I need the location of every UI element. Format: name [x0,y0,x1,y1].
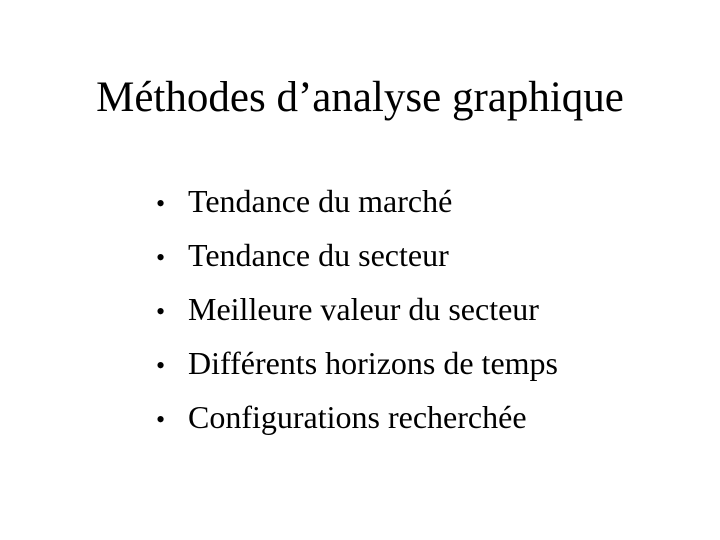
bullet-text: Meilleure valeur du secteur [188,291,539,327]
bullet-icon: • [156,243,166,272]
list-item [156,390,558,444]
bullet-text: Configurations recherchée [188,399,527,435]
bullet-icon: • [156,351,166,380]
list-item [156,228,558,282]
bullet-text: Différents horizons de temps [188,345,558,381]
bullet-text: Tendance du secteur [188,237,449,273]
bullet-list [156,174,558,444]
slide-title: Méthodes d’analyse graphique [96,74,624,121]
bullet-text: Tendance du marché [188,183,453,219]
list-item [156,174,558,228]
list-item [156,282,558,336]
bullet-icon: • [156,405,166,434]
list-item [156,336,558,390]
bullet-icon: • [156,297,166,326]
bullet-icon: • [156,189,166,218]
